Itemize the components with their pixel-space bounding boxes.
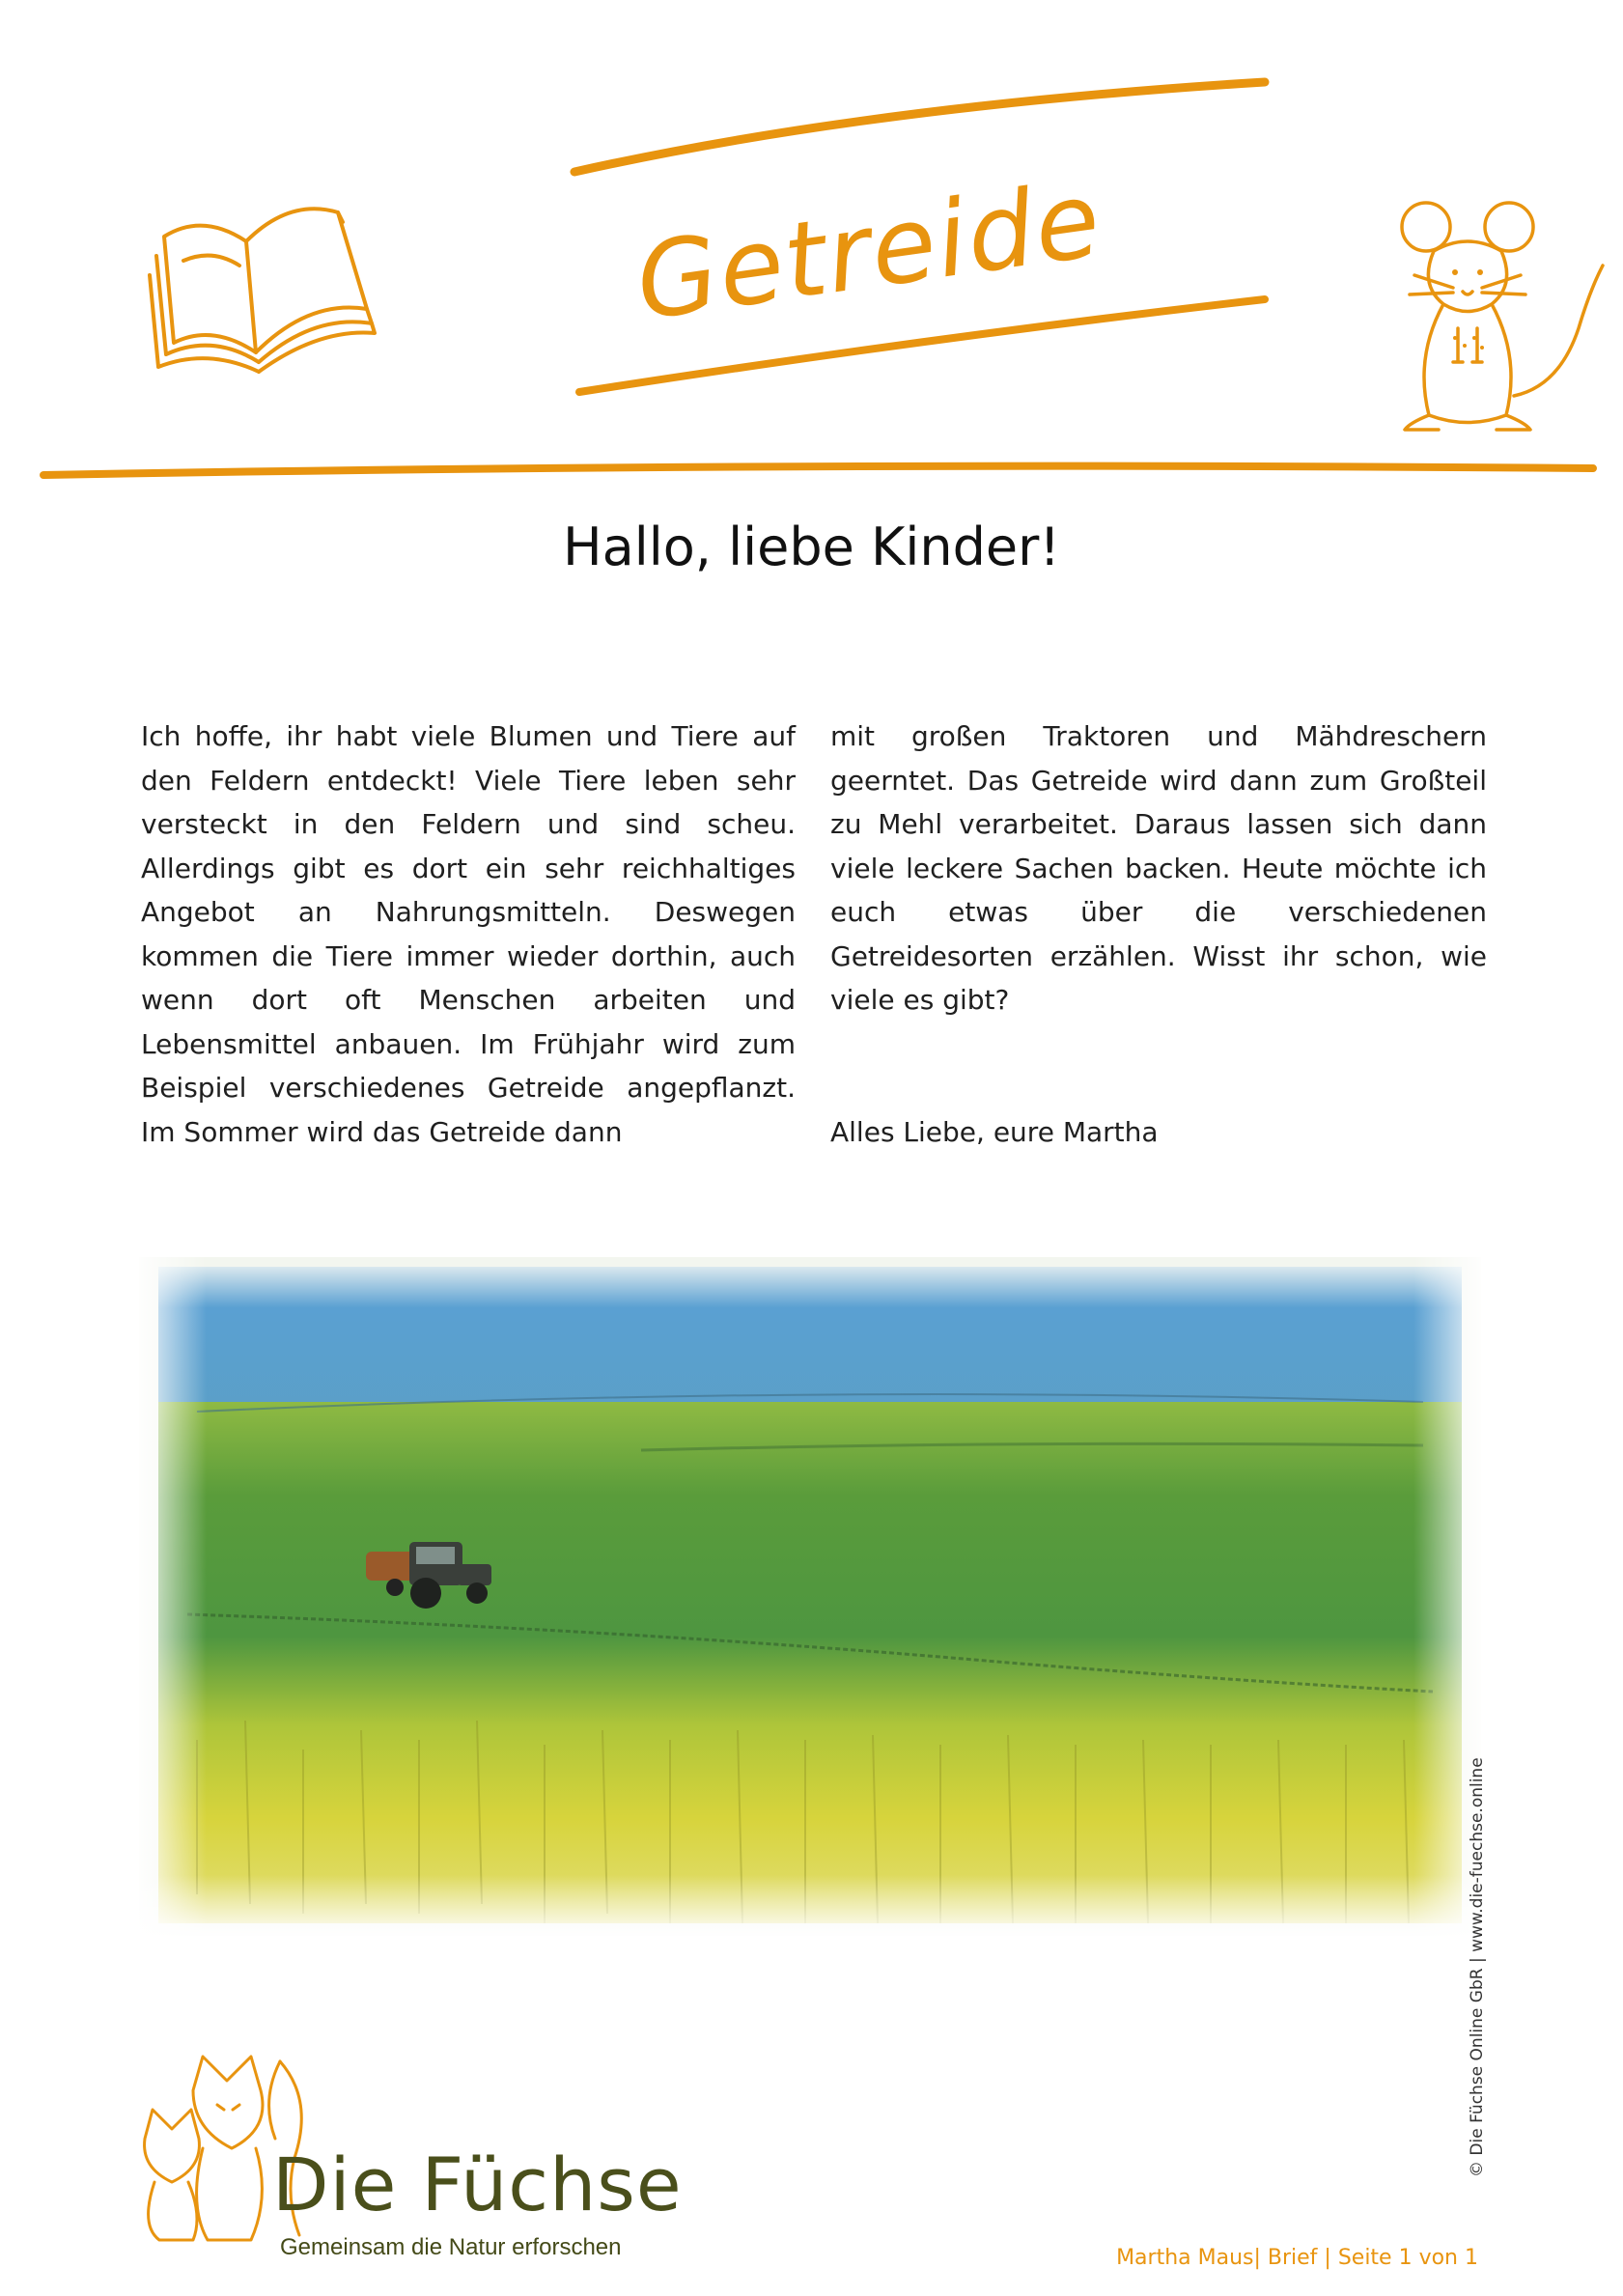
- copyright-notice: © Die Füchse Online GbR | www.die-fuechse.online: [1468, 1757, 1487, 2177]
- letter-column-left: Ich hoffe, ihr habt viele Blumen und Tiere auf den Feldern entdeckt! Viele Tiere leben sehr versteckt in den Feldern und sind scheu. Allerdings gibt es dort ein sehr reichhaltiges Angebot an Nahrungsmitteln. Deswegen kommen die Tiere immer wieder dorthin, auch wenn dort oft Menschen arbeiten und Lebensmittel anbauen. Im Frühjahr wird zum Beispiel verschiedenes Getreide angepflanzt. Im Sommer wird das Getreide dann: [141, 720, 796, 1148]
- letter-signature: Alles Liebe, eure Martha: [830, 1115, 1159, 1148]
- footer-page-info: Martha Maus| Brief | Seite 1 von 1: [1116, 2246, 1478, 2270]
- field-photo: [139, 1257, 1481, 1936]
- logo-wordmark: Die Füchse: [272, 2142, 683, 2227]
- page-title: Getreide: [629, 158, 1109, 344]
- greeting-heading: Hallo, liebe Kinder!: [563, 517, 1060, 577]
- open-book-icon: [145, 188, 377, 377]
- letter-column-right: [830, 714, 1487, 1154]
- mouse-icon: [1385, 193, 1608, 444]
- letter-column-right-text: mit großen Traktoren und Mähdreschern geerntet. Das Getreide wird dann zum Großteil zu Mehl verarbeitet. Daraus lassen sich dann viele leckere Sachen backen. Heute möchte ich euch etwas über die verschiedenen Getreidesorten erzählen. Wisst ihr schon, wie viele es gibt?: [830, 720, 1487, 1016]
- logo-tagline: Gemeinsam die Natur erforschen: [280, 2234, 622, 2260]
